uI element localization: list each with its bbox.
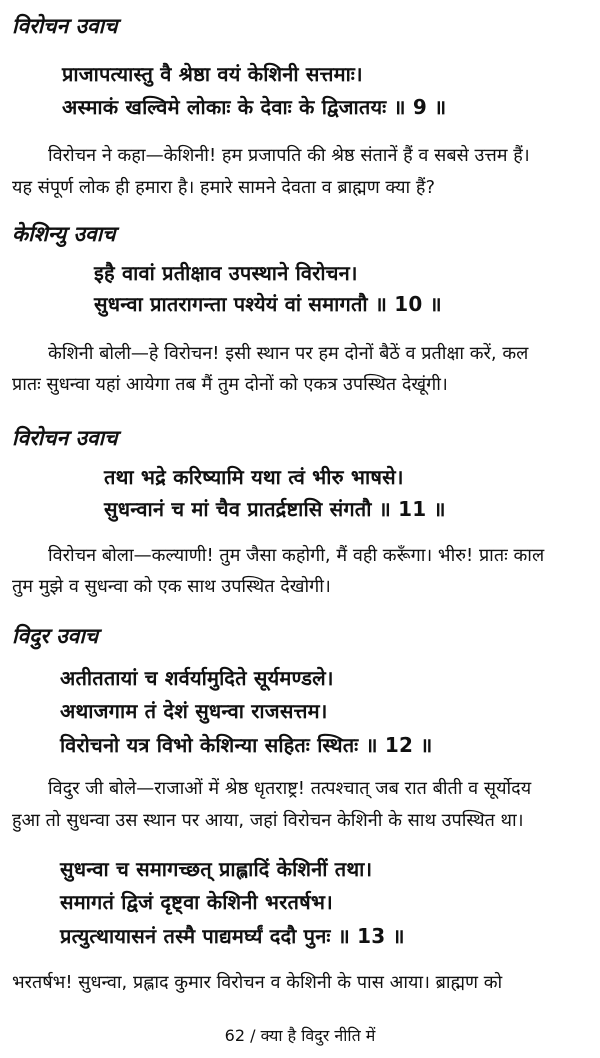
prose-line: विदुर जी बोले—राजाओं में श्रेष्ठ धृतराष्ट्र! तत्पश्चात् जब रात बीती व सूर्योदय bbox=[48, 778, 532, 799]
verse-line: सुधन्वा च समागच्छत् प्राह्लादिं केशिनीं तथा। bbox=[60, 857, 373, 881]
speaker-heading: केशिन्यु उवाच bbox=[12, 222, 116, 246]
page-footer: 62 / क्या है विदुर नीति में bbox=[224, 1026, 376, 1045]
speaker-heading: विरोचन उवाच bbox=[12, 14, 118, 38]
prose-line: भरतर्षभ! सुधन्वा, प्रह्लाद कुमार विरोचन व केशिनी के पास आया। ब्राह्मण को bbox=[12, 972, 503, 993]
prose-line: प्रातः सुधन्वा यहां आयेगा तब मैं तुम दोनों को एकत्र उपस्थित देखूंगी। bbox=[12, 374, 448, 395]
speaker-heading: विदुर उवाच bbox=[12, 624, 99, 648]
verse-line: तथा भद्रे करिष्यामि यथा त्वं भीरु भाषसे। bbox=[104, 465, 404, 489]
speaker-heading: विरोचन उवाच bbox=[12, 426, 118, 450]
verse-line: प्राजापत्यास्तु वै श्रेष्ठा वयं केशिनी सत्तमाः। bbox=[62, 62, 363, 86]
prose-line: विरोचन ने कहा—केशिनी! हम प्रजापति की श्रेष्ठ संतानें हैं व सबसे उत्तम हैं। bbox=[48, 145, 530, 166]
prose-line: यह संपूर्ण लोक ही हमारा है। हमारे सामने देवता व ब्राह्मण क्या हैं? bbox=[12, 177, 436, 198]
verse-line: विरोचनो यत्र विभो केशिन्या सहितः स्थितः ॥ 12 ॥ bbox=[60, 733, 433, 757]
prose-line: केशिनी बोली—हे विरोचन! इसी स्थान पर हम दोनों बैठें व प्रतीक्षा करें, कल bbox=[48, 343, 529, 364]
verse-line: अतीततायां च शर्वर्यामुदिते सूर्यमण्डले। bbox=[60, 666, 334, 690]
verse-line: सुधन्वा प्रातरागन्ता पश्येयं वां समागतौ ॥ 10 ॥ bbox=[94, 292, 442, 316]
verse-line: प्रत्युत्थायासनं तस्मै पाद्यमर्घ्यं ददौ पुनः ॥ 13 ॥ bbox=[60, 924, 405, 948]
prose-line: हुआ तो सुधन्वा उस स्थान पर आया, जहां विरोचन केशिनी के साथ उपस्थित था। bbox=[12, 810, 524, 831]
verse-line: इहै वावां प्रतीक्षाव उपस्थाने विरोचन। bbox=[94, 261, 358, 285]
prose-line: विरोचन बोला—कल्याणी! तुम जैसा कहोगी, मैं वही करूँगा। भीरु! प्रातः काल bbox=[48, 545, 545, 566]
prose-line: तुम मुझे व सुधन्वा को एक साथ उपस्थित देखोगी। bbox=[12, 576, 331, 597]
verse-line: समागतं द्विजं दृष्ट्वा केशिनी भरतर्षभ। bbox=[60, 890, 333, 914]
verse-line: सुधन्वानं च मां चैव प्रातर्द्रष्टासि संगतौ ॥ 11 ॥ bbox=[104, 497, 446, 521]
verse-line: अथाजगाम तं देशं सुधन्वा राजसत्तम। bbox=[60, 699, 328, 723]
verse-line: अस्माकं खल्विमे लोकाः के देवाः के द्विजातयः ॥ 9 ॥ bbox=[62, 95, 447, 119]
